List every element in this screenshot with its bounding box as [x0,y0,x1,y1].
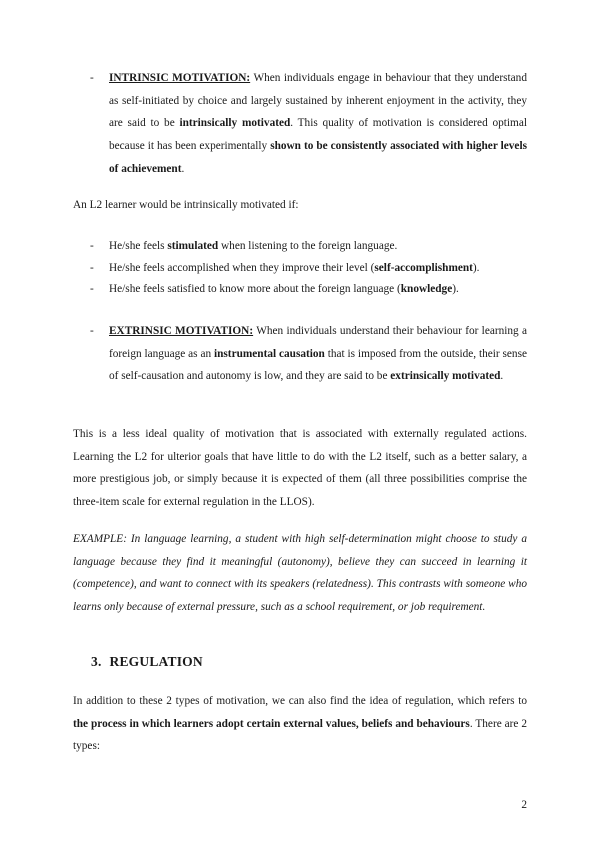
intrinsic-heading: INTRINSIC MOTIVATION: [109,72,251,84]
section-title: REGULATION [109,654,203,669]
bullet-dash: - [90,325,94,337]
bullet-dash: - [90,283,94,295]
extrinsic-motivation-paragraph: EXTRINSIC MOTIVATION: When individuals understand their behaviour for learning a foreign language as an instrumental causation that is imposed from the outside, their sense of self-causation and autonomy is low, and they are said to be extrinsically motivated. [109,325,527,383]
page-number: 2 [521,799,527,811]
bullet-dash: - [90,72,94,84]
list-item: He/she feels stimulated when listening to the foreign language. [109,240,398,252]
regulation-paragraph: In addition to these 2 types of motivation, we can also find the idea of regulation, which refers to the process in which learners adopt certain external values, beliefs and behaviours. There are 2 types: [73,695,527,753]
section-heading [91,654,203,670]
extrinsic-heading: EXTRINSIC MOTIVATION: [109,325,254,337]
bullet-dash: - [90,240,94,252]
learner-intro: An L2 learner would be intrinsically motivated if: [73,199,299,211]
bullet-dash: - [90,262,94,274]
section-number: 3. [91,654,102,669]
intrinsic-motivation-paragraph: INTRINSIC MOTIVATION: When individuals engage in behaviour that they understand as self-initiated by choice and largely sustained by inherent enjoyment in the activity, they are said to be intrinsically motivated. This quality of motivation is considered optimal because it has been experimentally shown to be consistently associated with higher levels of achievement. [109,72,527,175]
list-item: He/she feels accomplished when they improve their level (self-accomplishment). [109,262,480,274]
extrinsic-explanation: This is a less ideal quality of motivation that is associated with externally regulated actions. Learning the L2 for ulterior goals that have little to do with the L2 itself, such as a better salary, a more prestigious job, or simply because it is expected of them (all three possibilities comprise the three-item scale for external regulation in the LLOS). [73,428,527,509]
example-paragraph: EXAMPLE: In language learning, a student with high self-determination might choose to study a language because they find it meaningful (autonomy), believe they can succeed in learning it (competence), and want to connect with its speakers (relatedness). This contrasts with someone who learns only because of external pressure, such as a school requirement, or job requirement. [73,533,527,614]
list-item: He/she feels satisfied to know more about the foreign language (knowledge). [109,283,459,295]
